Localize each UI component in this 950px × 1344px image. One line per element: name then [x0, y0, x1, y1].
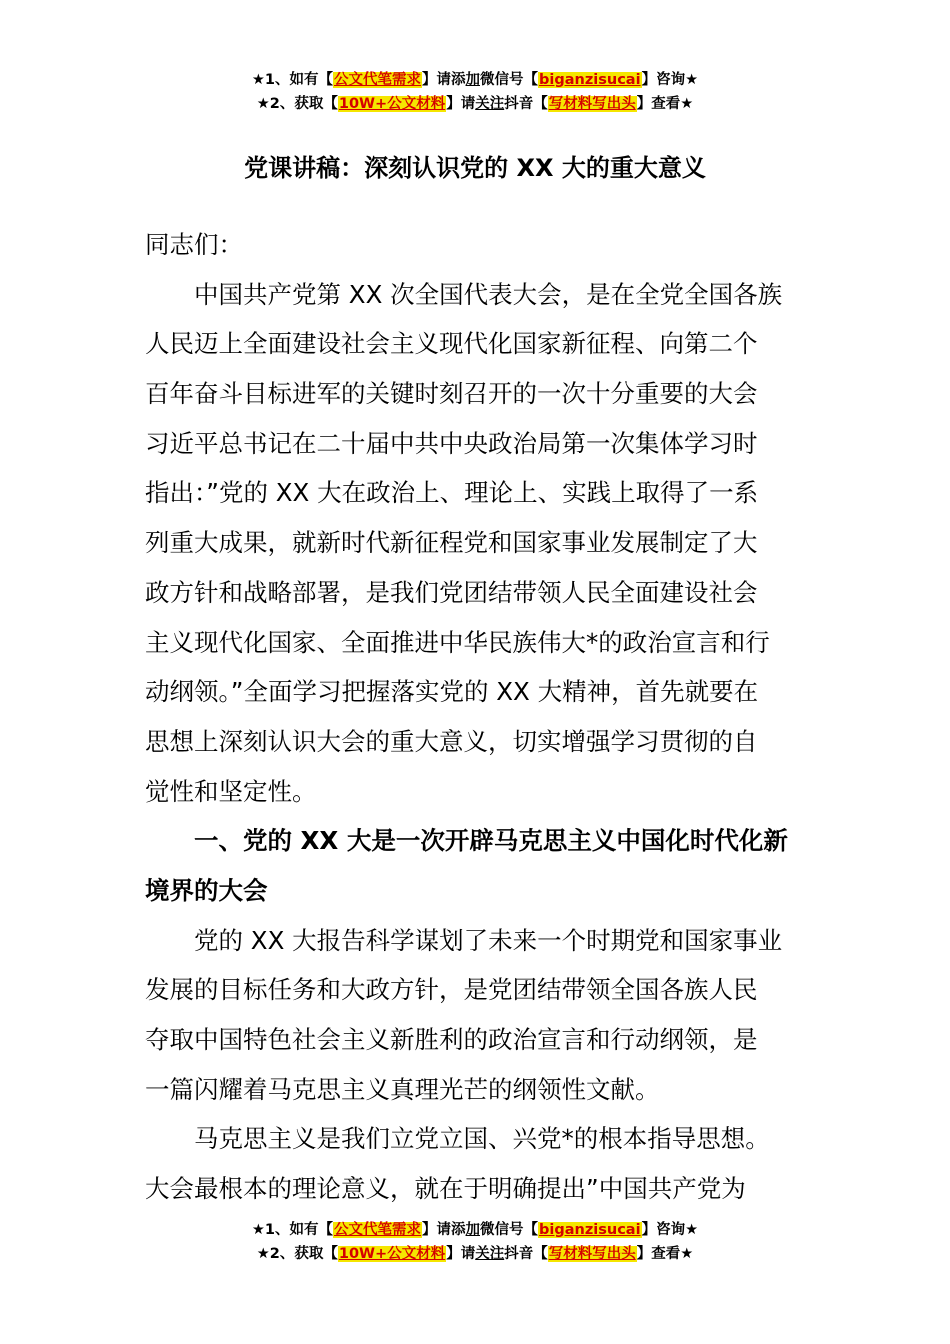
promo-text: 】查看★ [636, 96, 694, 112]
promo-wechat-id: biganzisucai [539, 72, 641, 88]
promo-underlined: 加 [465, 1222, 481, 1238]
promo-highlight: 公文代笔需求 [334, 1222, 422, 1238]
text-line: 发展的目标任务和大政方针，是党团结带领全国各族人民 [145, 975, 758, 1005]
promo-line-1 [0, 1218, 950, 1242]
promo-text: 微信号【 [480, 72, 539, 88]
promo-text: ★1、如有【 [251, 72, 334, 88]
text-line: 动纲领。”全面学习把握落实党的 XX 大精神，首先就要在 [145, 677, 759, 707]
text-line: 主义现代化国家、全面推进中华民族伟大*的政治宣言和行 [145, 627, 770, 657]
promo-text: 】查看★ [636, 1246, 694, 1262]
promo-highlight: 10W+公文材料 [338, 96, 446, 112]
promo-highlight: 10W+公文材料 [338, 1246, 446, 1262]
promo-underlined: 关注 [475, 96, 505, 112]
text-line: 党的 XX 大报告科学谋划了未来一个时期党和国家事业 [145, 925, 783, 955]
promo-text: 微信号【 [480, 1222, 539, 1238]
promo-line-1 [0, 68, 950, 92]
promo-wechat-id: biganzisucai [539, 1222, 641, 1238]
text-line: 思想上深刻认识大会的重大意义，切实增强学习贯彻的自 [145, 726, 758, 756]
paragraph-1 [145, 270, 810, 817]
promo-douyin-id: 写材料写出头 [548, 1246, 636, 1262]
text-line: 马克思主义是我们立党立国、兴党*的根本指导思想。 [145, 1124, 770, 1154]
promo-line-2 [0, 92, 950, 116]
promo-highlight: 公文代笔需求 [334, 72, 422, 88]
text-line: 习近平总书记在二十届中共中央政治局第一次集体学习时 [145, 428, 758, 458]
promo-underlined: 关注 [475, 1246, 505, 1262]
text-line: 夺取中国特色社会主义新胜利的政治宣言和行动纲领，是 [145, 1025, 758, 1054]
promo-text: 】咨询★ [641, 1222, 699, 1238]
text-line: 觉性和坚定性。 [145, 776, 317, 806]
promo-text: ★2、获取【 [256, 1246, 338, 1262]
greeting: 同志们： [145, 230, 243, 259]
paragraph-3 [145, 1114, 810, 1213]
text-line: 百年奋斗目标进军的关键时刻召开的一次十分重要的大会 [145, 379, 758, 409]
top-promo-banner [0, 68, 950, 116]
section-heading-1 [145, 816, 810, 915]
promo-text: 】请添 [422, 1222, 466, 1238]
bottom-promo-banner [0, 1218, 950, 1266]
document-body [145, 220, 810, 1214]
text-line: 列重大成果，就新时代新征程党和国家事业发展制定了大 [145, 528, 758, 558]
promo-text: ★2、获取【 [256, 96, 338, 112]
promo-underlined: 加 [465, 72, 481, 88]
promo-text: 】请添 [422, 72, 466, 88]
text-line: 人民迈上全面建设社会主义现代化国家新征程、向第二个 [145, 329, 758, 359]
text-line: 大会最根本的理论意义，就在于明确提出”中国共产党为 [145, 1174, 746, 1204]
heading-line: 一、党的 XX 大是一次开辟马克思主义中国化时代化新 [145, 826, 788, 856]
promo-text: 】请 [446, 1246, 476, 1262]
promo-line-2 [0, 1242, 950, 1266]
heading-line: 境界的大会 [145, 875, 268, 905]
promo-text: 】请 [446, 96, 476, 112]
text-line: 政方针和战略部署，是我们党团结带领人民全面建设社会 [145, 577, 758, 607]
text-line: 指出：”党的 XX 大在政治上、理论上、实践上取得了一系 [145, 478, 759, 508]
paragraph-2 [145, 916, 810, 1115]
document-title: 党课讲稿：深刻认识党的 XX 大的重大意义 [244, 154, 706, 182]
text-line: 中国共产党第 XX 次全国代表大会，是在全党全国各族 [145, 279, 783, 309]
promo-text: 抖音【 [504, 1246, 548, 1262]
text-line: 一篇闪耀着马克思主义真理光芒的纲领性文献。 [145, 1074, 660, 1104]
promo-text: ★1、如有【 [251, 1222, 334, 1238]
promo-douyin-id: 写材料写出头 [548, 96, 636, 112]
promo-text: 】咨询★ [641, 72, 699, 88]
promo-text: 抖音【 [504, 96, 548, 112]
